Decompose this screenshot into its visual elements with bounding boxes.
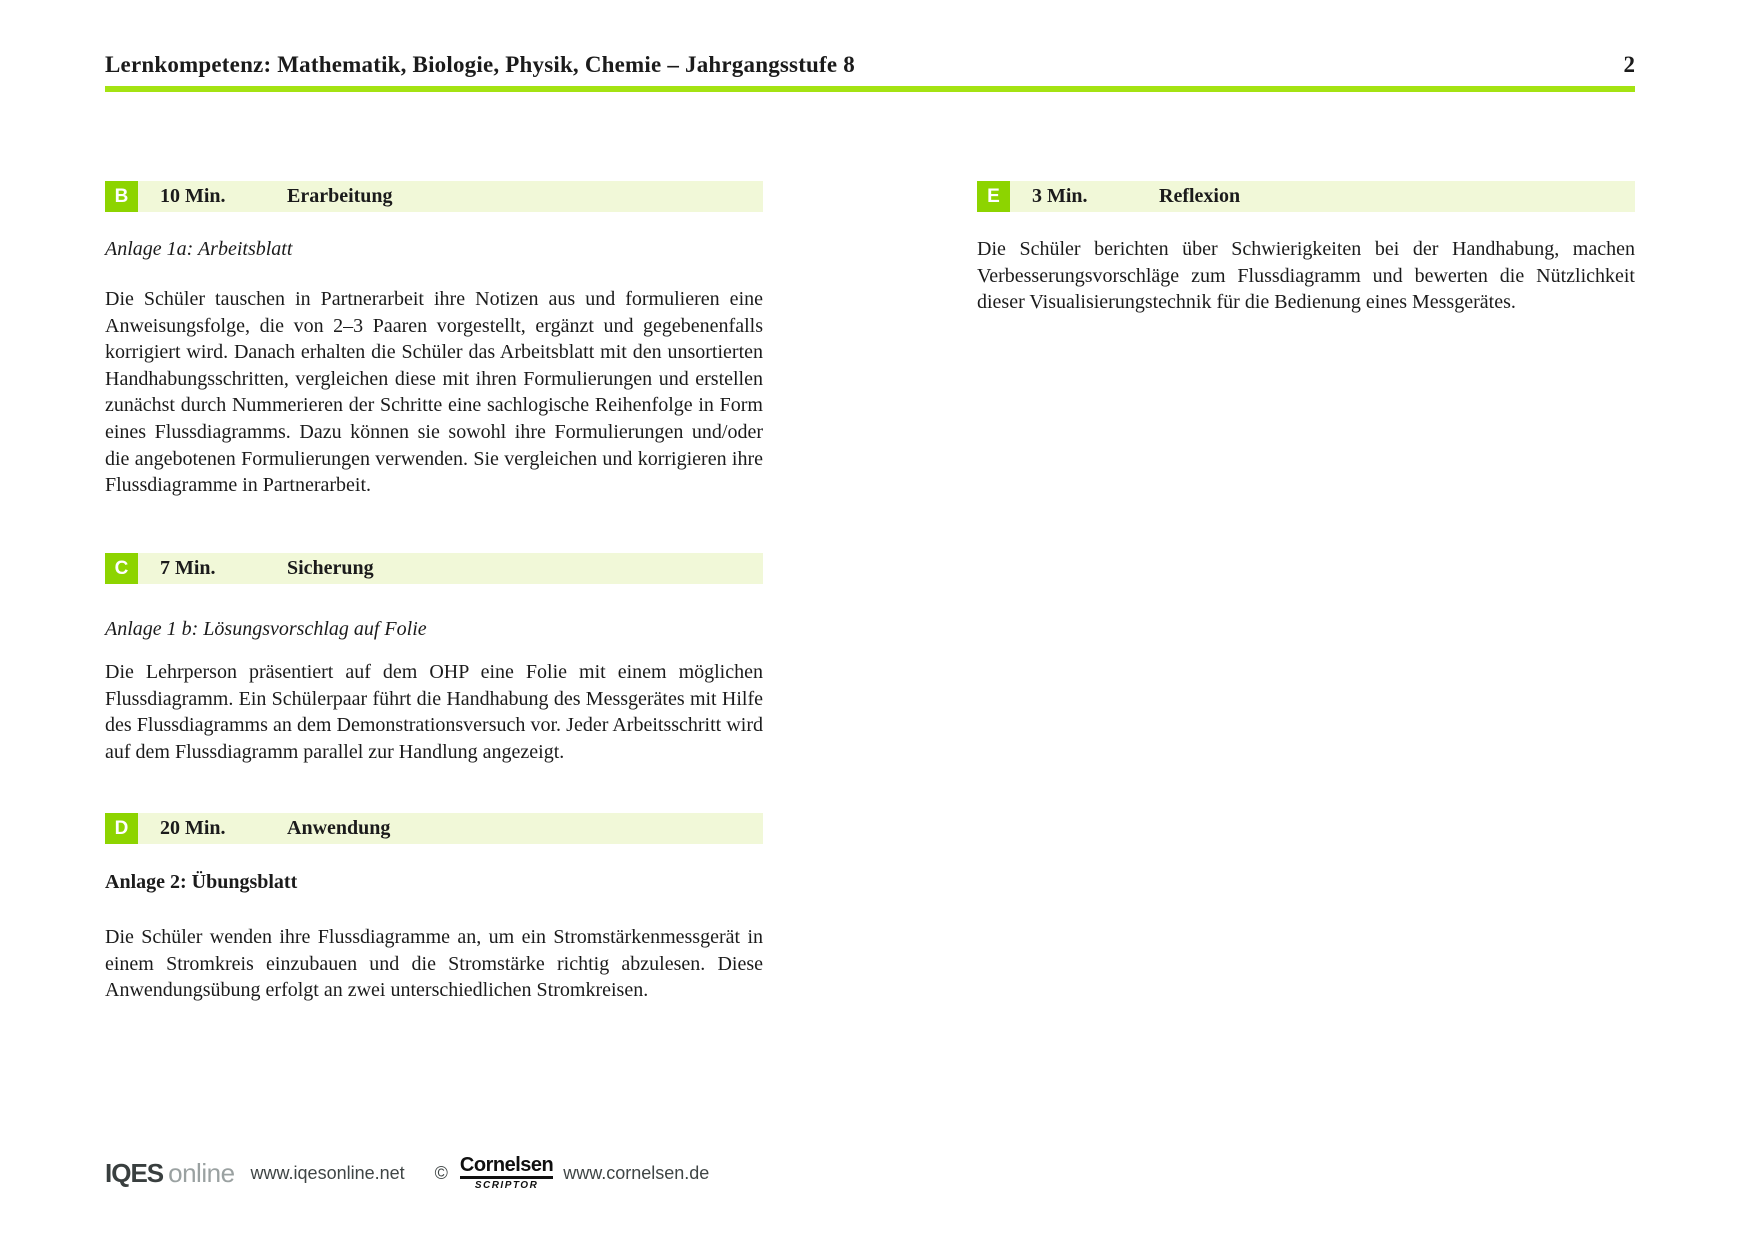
section-body-text: Die Schüler wenden ihre Flussdiagramme an, um ein Stromstärkenmessgerät in einem Stromkreis einzubauen und die Stromstärke richtig abzulesen. Diese Anwendungsübung erfolgt an zwei unterschiedlichen Stromkreisen.	[105, 926, 763, 1002]
cornelsen-url: www.cornelsen.de	[563, 1162, 710, 1183]
section-duration: 10 Min.	[160, 185, 226, 207]
section-body-text: Die Lehrperson präsentiert auf dem OHP eine Folie mit einem möglichen Flussdiagramm. Ein Schülerpaar führt die Handhabung des Messgerätes mit Hilfe des Flussdiagramms an dem Demonstrationsversuch vor. Jeder Arbeitsschritt wird auf dem Flussdiagramm parallel zur Handlung angezeigt.	[105, 661, 763, 763]
iqes-logo-text-online: online	[168, 1157, 235, 1188]
iqes-online-logo	[105, 1158, 235, 1189]
section-header-anwendung	[105, 813, 763, 844]
annex-label: Anlage 2: Übungsblatt	[105, 871, 298, 893]
section-header-erarbeitung	[105, 181, 763, 212]
iqes-url: www.iqesonline.net	[250, 1162, 405, 1183]
section-letter-badge: B	[105, 181, 138, 212]
cornelsen-logo-text: Cornelsen	[460, 1155, 553, 1179]
scriptor-logo-text: SCRIPTOR	[474, 1180, 539, 1191]
section-letter-badge: C	[105, 553, 138, 584]
section-phase: Anwendung	[287, 817, 391, 839]
section-header-sicherung	[105, 553, 763, 584]
section-phase: Erarbeitung	[287, 185, 393, 207]
copyright-symbol: ©	[434, 1162, 448, 1183]
cornelsen-scriptor-logo	[460, 1155, 553, 1191]
section-letter-badge: E	[977, 181, 1010, 212]
section-phase: Sicherung	[287, 557, 374, 579]
section-duration: 20 Min.	[160, 817, 226, 839]
section-duration: 3 Min.	[1032, 185, 1088, 207]
section-letter-badge: D	[105, 813, 138, 844]
section-phase: Reflexion	[1159, 185, 1241, 207]
section-header-reflexion	[977, 181, 1635, 212]
annex-label: Anlage 1 b: Lösungsvorschlag auf Folie	[105, 618, 427, 640]
annex-label: Anlage 1a: Arbeitsblatt	[105, 238, 293, 260]
iqes-logo-text: IQES	[105, 1157, 164, 1188]
section-duration: 7 Min.	[160, 557, 216, 579]
page-title: Lernkompetenz: Mathematik, Biologie, Physik, Chemie – Jahrgangsstufe 8	[105, 52, 855, 77]
header-rule	[105, 86, 1635, 92]
section-body-text: Die Schüler berichten über Schwierigkeiten bei der Handhabung, machen Verbesserungsvorschläge zum Flussdiagramm und bewerten die Nützlichkeit dieser Visualisierungstechnik für die Bedienung eines Messgerätes.	[977, 238, 1635, 314]
section-body-text: Die Schüler tauschen in Partnerarbeit ihre Notizen aus und formulieren eine Anweisungsfolge, die von 2–3 Paaren vorgestellt, ergänzt und gegebenenfalls korrigiert wird. Danach erhalten die Schüler das Arbeitsblatt mit den unsortierten Handhabungsschritten, vergleichen diese mit ihren Formulierungen und erstellen zunächst durch Nummerieren der Schritte eine sachlogische Reihenfolge in Form eines Flussdiagramms. Dazu können sie sowohl ihre Formulierungen und/oder die angebotenen Formulierungen verwenden. Sie vergleichen und korrigieren ihre Flussdiagramme in Partnerarbeit.	[105, 288, 763, 497]
page-number: 2	[1623, 52, 1635, 77]
page-footer	[105, 1155, 709, 1191]
